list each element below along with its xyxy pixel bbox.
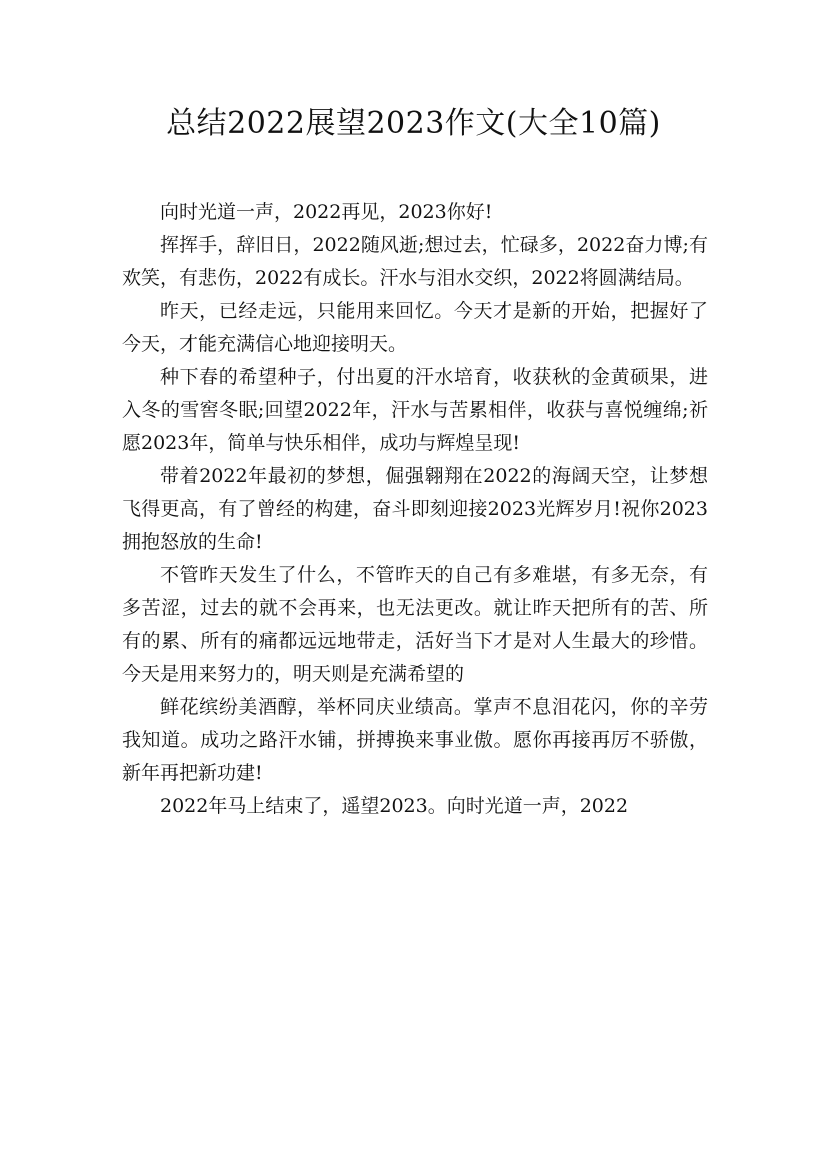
- document-body: [122, 196, 708, 823]
- paragraph-1: 向时光道一声，2022再见，2023你好!: [160, 201, 493, 223]
- document-title: 总结2022展望2023作文(大全10篇): [166, 106, 661, 141]
- paragraph-5: 带着2022年最初的梦想，倔强翱翔在2022的海阔天空，让梦想飞得更高，有了曾经的构建，奋斗即刻迎接2023光辉岁月!祝你2023拥抱怒放的生命!: [122, 465, 708, 553]
- paragraph-4: 种下春的希望种子，付出夏的汗水培育，收获秋的金黄硕果，进入冬的雪窖冬眠;回望2022年，汗水与苦累相伴，收获与喜悦缠绵;祈愿2023年，简单与快乐相伴，成功与辉煌呈现!: [122, 366, 708, 454]
- paragraph-2: 挥挥手，辞旧日，2022随风逝;想过去，忙碌多，2022奋力博;有欢笑，有悲伤，2022有成长。汗水与泪水交织，2022将圆满结局。: [122, 234, 708, 289]
- paragraph-6: 不管昨天发生了什么，不管昨天的自己有多难堪，有多无奈，有多苦涩，过去的就不会再来，也无法更改。就让昨天把所有的苦、所有的累、所有的痛都远远地带走，活好当下才是对人生最大的珍惜。今天是用来努力的，明天则是充满希望的: [122, 564, 708, 685]
- paragraph-7: 鲜花缤纷美酒醇，举杯同庆业绩高。掌声不息泪花闪，你的辛劳我知道。成功之路汗水铺，拼搏换来事业傲。愿你再接再厉不骄傲，新年再把新功建!: [122, 696, 708, 784]
- paragraph-8: 2022年马上结束了，遥望2023。向时光道一声，2022: [160, 795, 629, 817]
- paragraph-3: 昨天，已经走远，只能用来回忆。今天才是新的开始，把握好了今天，才能充满信心地迎接明天。: [122, 300, 708, 355]
